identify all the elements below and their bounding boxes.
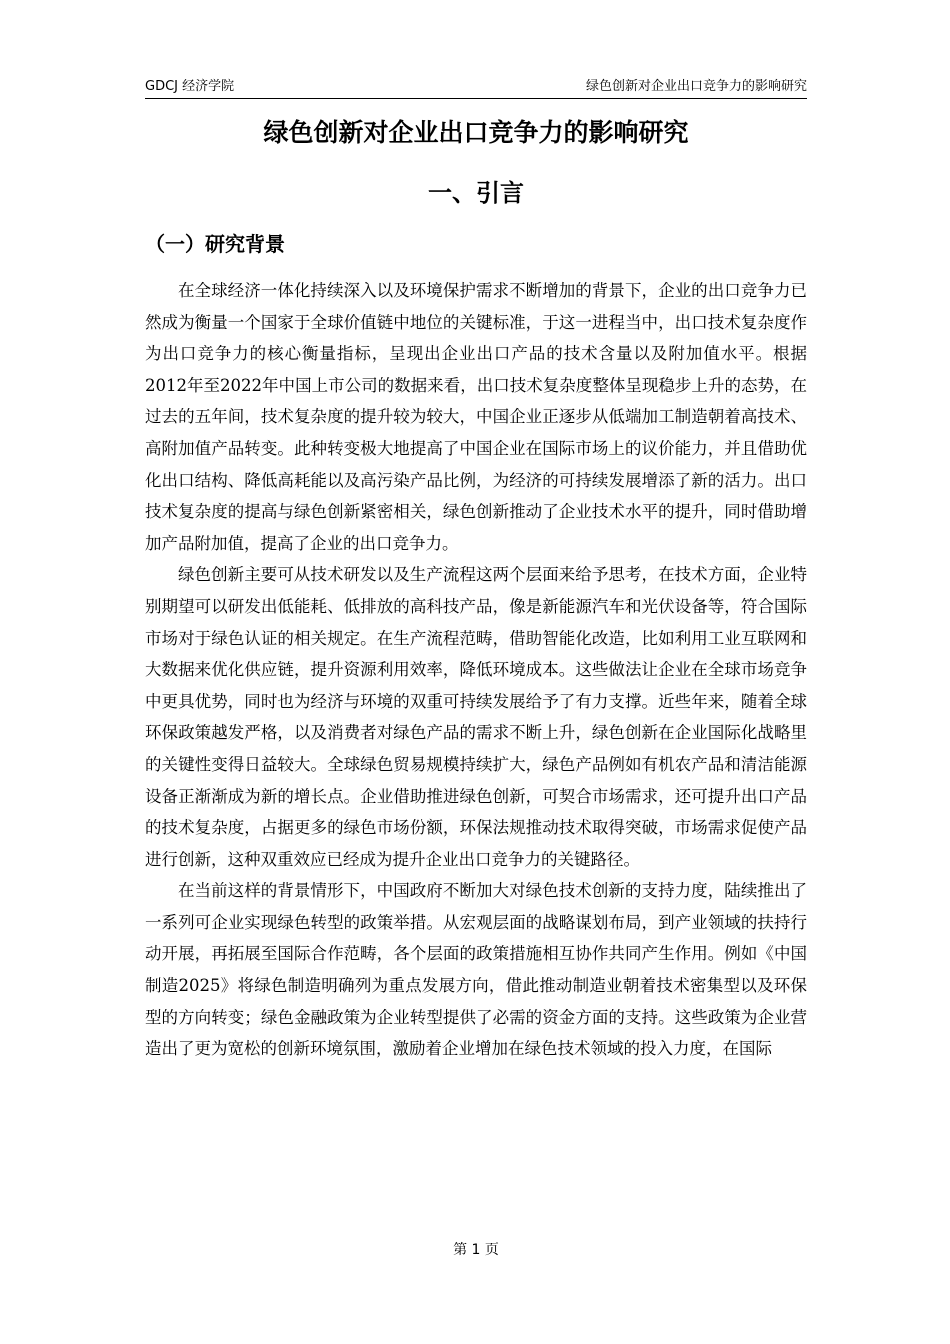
header-left-label: GDCJ 经济学院 (145, 79, 235, 94)
paragraph: 在当前这样的背景情形下，中国政府不断加大对绿色技术创新的支持力度，陆续推出了一系列可企业实现绿色转型的政策举措。从宏观层面的战略谋划布局，到产业领域的扶持行动开展，再拓展至国际合作范畴，各个层面的政策措施相互协作共同产生作用。例如《中国制造2025》将绿色制造明确列为重点发展方向，借此推动制造业朝着技术密集型以及环保型的方向转变；绿色金融政策为企业转型提供了必需的资金方面的支持。这些政策为企业营造出了更为宽松的创新环境氛围，激励着企业增加在绿色技术领域的投入力度，在国际 (145, 881, 807, 1059)
subsection-heading: （一）研究背景 (145, 232, 285, 256)
section-heading: 一、引言 (428, 179, 524, 207)
paragraph: 在全球经济一体化持续深入以及环境保护需求不断增加的背景下，企业的出口竞争力已然成为衡量一个国家于全球价值链中地位的关键标准，于这一进程当中，出口技术复杂度作为出口竞争力的核心衡量指标，呈现出企业出口产品的技术含量以及附加值水平。根据2012年至2022年中国上市公司的数据来看，出口技术复杂度整体呈现稳步上升的态势，在过去的五年间，技术复杂度的提升较为较大，中国企业正逐步从低端加工制造朝着高技术、高附加值产品转变。此种转变极大地提高了中国企业在国际市场上的议价能力，并且借助优化出口结构、降低高耗能以及高污染产品比例，为经济的可持续发展增添了新的活力。出口技术复杂度的提高与绿色创新紧密相关，绿色创新推动了企业技术水平的提升，同时借助增加产品附加值，提高了企业的出口竞争力。 (145, 281, 807, 553)
page-number: 第 1 页 (453, 1242, 499, 1258)
header-right-label: 绿色创新对企业出口竞争力的影响研究 (585, 79, 807, 94)
page-header (145, 78, 807, 99)
paragraph: 绿色创新主要可从技术研发以及生产流程这两个层面来给予思考，在技术方面，企业特别期望可以研发出低能耗、低排放的高科技产品，像是新能源汽车和光伏设备等，符合国际市场对于绿色认证的相关规定。在生产流程范畴，借助智能化改造，比如利用工业互联网和大数据来优化供应链，提升资源利用效率，降低环境成本。这些做法让企业在全球市场竞争中更具优势，同时也为经济与环境的双重可持续发展给予了有力支撑。近些年来，随着全球环保政策越发严格，以及消费者对绿色产品的需求不断上升，绿色创新在企业国际化战略里的关键性变得日益较大。全球绿色贸易规模持续扩大，绿色产品例如有机农产品和清洁能源设备正渐渐成为新的增长点。企业借助推进绿色创新，可契合市场需求，还可提升出口产品的技术复杂度，占据更多的绿色市场份额，环保法规推动技术取得突破，市场需求促使产品进行创新，这种双重效应已经成为提升企业出口竞争力的关键路径。 (145, 565, 807, 869)
document-title: 绿色创新对企业出口竞争力的影响研究 (263, 118, 689, 147)
body-text (145, 275, 807, 1065)
